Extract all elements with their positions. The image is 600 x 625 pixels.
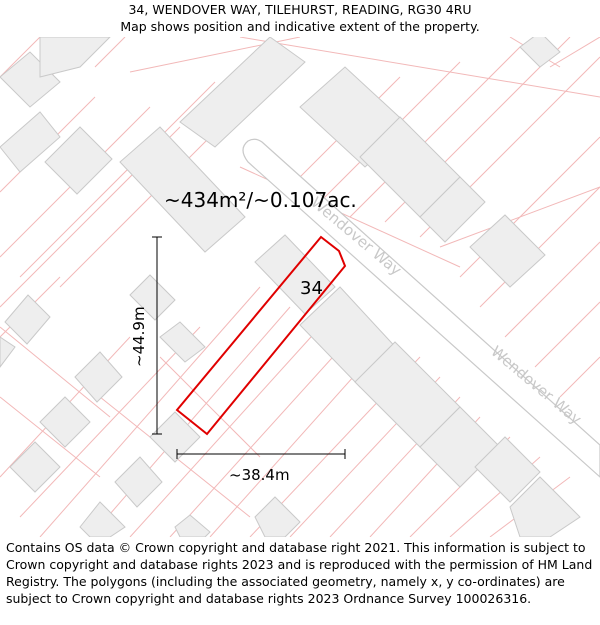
copyright-attribution: Contains OS data © Crown copyright and database right 2021. This information is subject to Crown copyright and database rights 2023 and is reproduced with the permission of HM Land Registry. The polygons (including the associated geometry, namely x, y co-ordinates) are subject to Crown copyright and database rights 2023 Ordnance Survey 100026316. bbox=[6, 540, 593, 606]
area-label: ~434m²/~0.107ac. bbox=[164, 188, 357, 212]
property-map[interactable] bbox=[0, 37, 600, 537]
property-address: 34, WENDOVER WAY, TILEHURST, READING, RG30 4RU bbox=[128, 2, 472, 17]
road-label: Wendover Way bbox=[307, 193, 406, 280]
buildings bbox=[0, 37, 580, 537]
width-dimension-label: ~38.4m bbox=[229, 466, 290, 484]
house-number-label: 34 bbox=[300, 278, 323, 299]
height-dimension-label: ~44.9m bbox=[130, 306, 148, 367]
map-description: Map shows position and indicative extent of the property. bbox=[120, 19, 480, 34]
road-label: Wendover Way bbox=[487, 342, 586, 429]
map-header bbox=[0, 0, 600, 38]
